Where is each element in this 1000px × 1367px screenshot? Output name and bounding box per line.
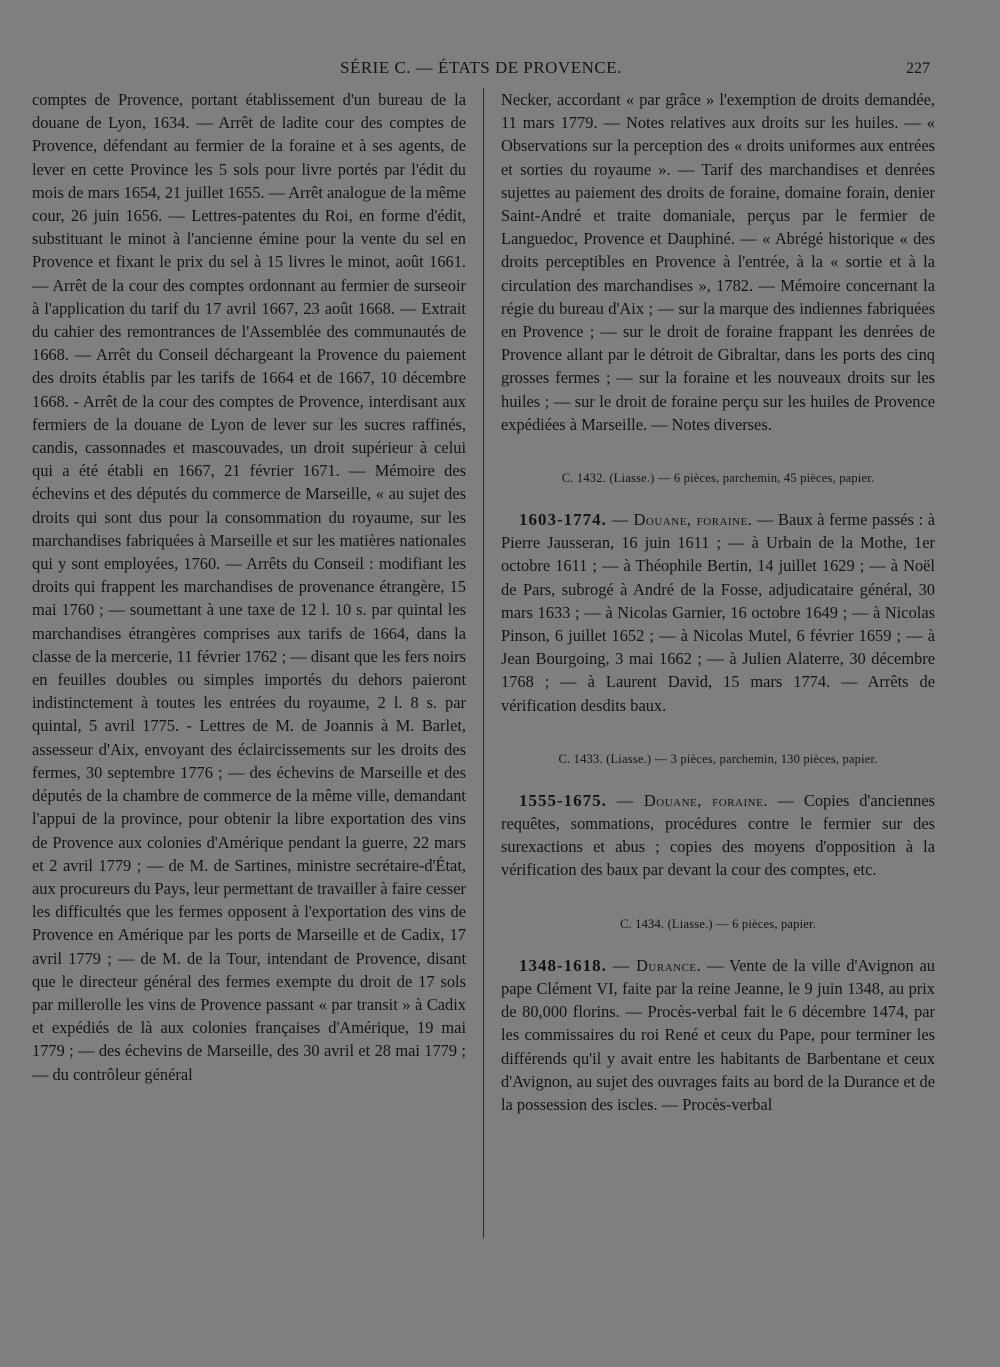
page-number: 227 [906,60,930,77]
running-title: SÉRIE C. — ÉTATS DE PROVENCE. [340,58,622,77]
entry-text: — Baux à ferme passés : à Pierre Jausseran, 16 juin 1611 ; — à Urbain de la Mothe, 1er octobre 1611 ; — à Théophile Bertin, 14 juillet 1629 ; — à Noël de Pars, subrogé à André de la Fosse, adjudicataire général, 30 mars 1633 ; — à Nicolas Garnier, 16 octobre 1649 ; — à Nicolas Pinson, 6 juillet 1652 ; — à Nicolas Mutel, 6 février 1659 ; — à Jean Bourgoing, 3 mai 1662 ; — à Julien Alaterre, 30 décembre 1768 ; — à Laurent David, 15 mars 1774. — Arrêts de vérification desdits baux. [501,510,935,715]
right-column [501,88,935,1116]
entry-text: — Copies d'anciennes requêtes, sommations, procédures contre le fermier sur des surexactions et abus ; copies des moyens d'opposition à la vérification des baux par devant la cour des comptes, etc. [501,790,936,880]
archive-entry [501,954,935,1116]
entry-heading: — Durance. [612,955,702,975]
entry-text: — Vente de la ville d'Avignon au pape Clément VI, faite par la reine Jeanne, le 9 juin 1348, au prix de 80,000 florins. — Procès-verbal fait le 6 décembre 1474, par les commissaires du roi René et ceux du Pape, pour terminer les différends qu'il y avait entre les habitants de Barbentane et ceux d'Avignon, au sujet des ouvrages faits au bord de la Durance et de la possession des iscles. — Procès-verbal [501,955,936,1114]
column-divider [483,88,484,1238]
entry-caption: C. 1434. (Liasse.) — 6 pièces, papier. [619,916,817,931]
entry-heading: — Douane, foraine. [611,510,753,530]
page-header [0,58,1000,82]
entry-dates: 1603-1774. [519,510,607,530]
entry-caption: C. 1432. (Liasse.) — 6 pièces, parchemin, 45 pièces, papier. [561,471,875,486]
entry-caption: C. 1433. (Liasse.) — 3 pièces, parchemin, 130 pièces, papier. [558,751,878,766]
archive-entry [501,508,935,717]
archive-entry [501,789,935,882]
left-column-text: comptes de Provence, portant établissement d'un bureau de la douane de Lyon, 1634. — Arrêt de ladite cour des comptes de Provence, défendant au fermier de la foraine et à ses agents, de lever en cette Province les 5 sols pour livre portés par l'édit du mois de mars 1654, 21 juillet 1655. — Arrêt analogue de la même cour, 26 juin 1656. — Lettres-patentes du Roi, en forme d'édit, substituant le minot à l'ancienne émine pour la vente du sel en Provence et fixant le prix du sel à 15 livres le minot, août 1661. — Arrêt de la cour des comptes ordonnant au fermier de surseoir à l'application du tarif du 17 avril 1667, 23 août 1668. — Extrait du cahier des remontrances de l'Assemblée des communautés de 1668. — Arrêt du Conseil déchargeant la Provence du paiement des droits établis par les tarifs de 1664 et de 1667, 10 décembre 1668. - Arrêt de la cour des comptes de Provence, interdisant aux fermiers de la douane de Lyon de lever sur les sucres raffinés, candis, cassonnades et mascouvades, un droit supérieur à celui qui a été établi en 1667, 21 février 1671. — Mémoire des échevins et des députés du commerce de Marseille, « au sujet des droits qui sont dus pour la consommation du royaume, sur les marchandises fabriquées à Marseille et sur les matières nationales qui y sont employées, 1760. — Arrêts du Conseil : modifiant les droits qui frappent les marchandises de provenance étrangère, 15 mai 1760 ; — soumettant à une taxe de 12 l. 10 s. par quintal les marchandises étrangères comprises aux tarifs de 1664, dans la classe de la mercerie, 11 février 1762 ; — disant que les fers noirs en feuilles doubles ou simples importés du dehors paieront indistinctement à toutes les entrées du royaume, 2 l. 8 s. par quintal, 5 avril 1775. - Lettres de M. de Joannis à M. Barlet, assesseur d'Aix, envoyant des éclaircissements sur les droits des fermes, 30 septembre 1776 ; — des échevins de Marseille et des députés de la chambre de commerce de la même ville, demandant l'appui de la province, pour obtenir la libre exportation des vins de Provence aux colonies d'Amérique pendant la guerre, 22 mars et 2 avril 1779 ; — de M. de Sartines, ministre secrétaire-d'État, aux procureurs du Pays, leur permettant de travailler à faire cesser les difficultés que les fermes opposent à l'exportation des vins de Provence en Amérique par les ports de Marseille et de Cadix, 17 avril 1779 ; — de M. de la Tour, intendant de Provence, disant que le directeur général des fermes exempte du droit de 17 sols par millerolle les vins de Provence passant « par transit » à Cadix et expédiés de là aux colonies françaises d'Amérique, 19 mai 1779 ; — des échevins de Marseille, des 30 avril et 28 mai 1779 ; — du contrôleur général [32,90,466,1084]
entry-heading: — Douane, foraine. [616,790,768,810]
right-column-intro: Necker, accordant « par grâce » l'exemption de droits demandée, 11 mars 1779. — Notes relatives aux droits sur les huiles. — « Observations sur la perception des « droits uniformes aux entrées et sorties du royaume ». — Tarif des marchandises et denrées sujettes au paiement des droits de foraine, domaine forain, denier Saint-André et traite domaniale, perçus par le fermier de Languedoc, Provence et Dauphiné. — « Abrégé historique « des droits perceptibles en Provence à l'entrée, à la « sortie et à la circulation des marchandises », 1782. — Mémoire concernant la régie du bureau d'Aix ; — sur la marque des indiennes fabriquées en Provence ; — sur le droit de foraine frappant les denrées de Provence allant par le détroit de Gibraltar, dans les ports des cinq grosses fermes ; — sur la foraine et les nouveaux droits sur les huiles ; — sur le droit de foraine perçu sur les huiles de Provence expédiées à Marseille. — Notes diverses. [501,90,935,434]
left-column [32,88,466,1086]
entry-dates: 1555-1675. [519,790,607,810]
entry-dates: 1348-1618. [519,955,607,975]
